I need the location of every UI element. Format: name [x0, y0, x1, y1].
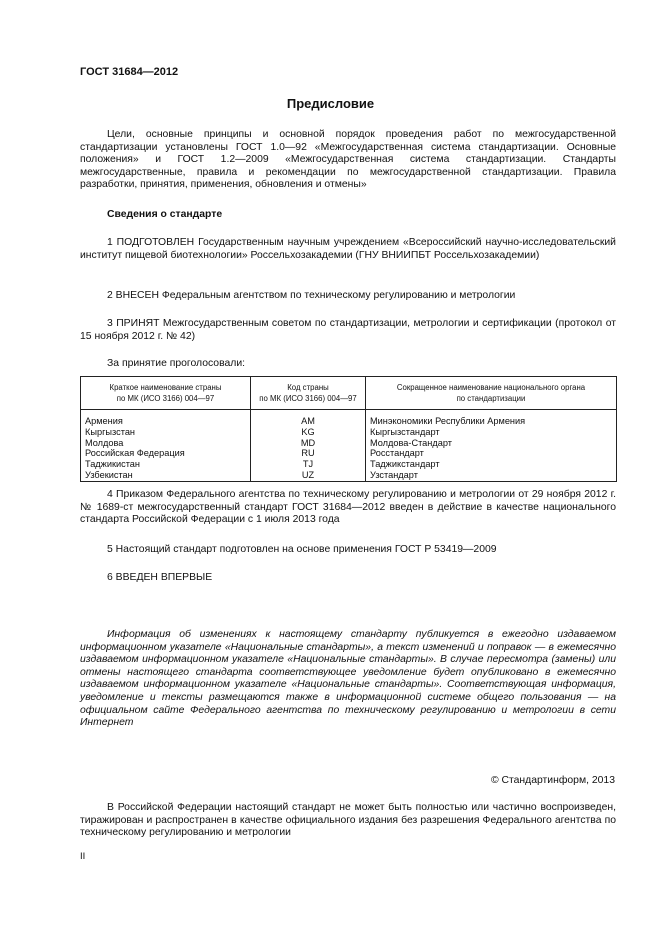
changes-notice: Информация об изменениях к настоящему стандарту публикуется в ежегодно издаваемом информационном указателе «Национальные стандарты», а текст изменений и поправок — в ежемесячно издаваемом информационном указателе «Национальные стандарты». В случае пересмотра (замены) или отмены настоящего стандарта соответствующее уведомление будет опубликовано в ежемесячно издаваемом информационном указателе «Национальные стандарты». Соответствующая информация, уведомление и тексты размещаются также в информационной системе общего пользования — на официальном сайте Федерального агентства по техническому регулированию и метрологии в сети Интернет [80, 629, 616, 729]
table-row [81, 427, 617, 438]
country-code: MD [251, 438, 366, 449]
column-header-country: Краткое наименование страны по МК (ИСО 3166) 004—97 [81, 377, 251, 410]
country-code: UZ [251, 470, 366, 481]
item-4-order: 4 Приказом Федерального агентства по техническому регулированию и метрологии от 29 ноября 2012 г. № 1689-ст межгосударственный стандарт ГОСТ 31684—2012 введен в действие в качестве национального стандарта Российской Федерации с 1 июля 2013 года [80, 489, 616, 526]
standards-body: Минэкономики Республики Армения [366, 410, 617, 427]
country-name: Таджикистан [81, 459, 251, 470]
table-row [81, 470, 617, 481]
country-name: Молдова [81, 438, 251, 449]
standards-body: Росстандарт [366, 448, 617, 459]
page-title: Предисловие [286, 96, 375, 111]
standards-body: Узстандарт [366, 470, 617, 481]
table-row [81, 410, 617, 427]
item-2-submitted: 2 ВНЕСЕН Федеральным агентством по техническому регулированию и метрологии [107, 290, 516, 301]
table-row [81, 448, 617, 459]
country-code: RU [251, 448, 366, 459]
country-code: TJ [251, 459, 366, 470]
item-5-basis: 5 Настоящий стандарт подготовлен на основе применения ГОСТ Р 53419—2009 [107, 544, 497, 555]
country-code: AM [251, 410, 366, 427]
column-header-code: Код страны по МК (ИСО 3166) 004—97 [251, 377, 366, 410]
standard-info-heading: Сведения о стандарте [107, 209, 223, 220]
table-row [81, 438, 617, 449]
country-name: Российская Федерация [81, 448, 251, 459]
item-1-prepared: 1 ПОДГОТОВЛЕН Государственным научным учреждением «Всероссийский научно-исследовательский институт пищевой биотехнологии» Россельхозакадемии (ГНУ ВНИИПБТ Россельхозакадемии) [80, 237, 616, 261]
standards-body: Молдова-Стандарт [366, 438, 617, 449]
voted-label: За принятие проголосовали: [107, 358, 246, 369]
copyright: © Стандартинформ, 2013 [490, 775, 615, 786]
standards-body: Таджикстандарт [366, 459, 617, 470]
table-header-row [81, 377, 617, 410]
country-name: Узбекистан [81, 470, 251, 481]
country-code: KG [251, 427, 366, 438]
country-name: Армения [81, 410, 251, 427]
item-3-adopted: 3 ПРИНЯТ Межгосударственным советом по стандартизации, метрологии и сертификации (протокол от 15 ноября 2012 г. № 42) [80, 318, 616, 342]
standards-body: Кыргызстандарт [366, 427, 617, 438]
voting-countries-table [80, 376, 617, 482]
document-code: ГОСТ 31684—2012 [80, 66, 179, 78]
page-number: II [80, 851, 86, 862]
country-name: Кыргызстан [81, 427, 251, 438]
table-row [81, 459, 617, 470]
item-6-introduced: 6 ВВЕДЕН ВПЕРВЫЕ [107, 572, 213, 583]
intro-paragraph: Цели, основные принципы и основной порядок проведения работ по межгосударственной стандартизации установлены ГОСТ 1.0—92 «Межгосударственная система стандартизации. Основные положения» и ГОСТ 1.2—2009 «Межгосударственная система стандартизации. Стандарты межгосударственные, правила и рекомендации по межгосударственной стандартизации. Правила разработки, принятия, применения, обновления и отмены» [80, 129, 616, 191]
reproduction-rights: В Российской Федерации настоящий стандарт не может быть полностью или частично воспроизведен, тиражирован и распространен в качестве официального издания без разрешения Федерального агентства по техническому регулированию и метрологии [80, 802, 616, 839]
column-header-body: Сокращенное наименование национального органа по стандартизации [366, 377, 617, 410]
